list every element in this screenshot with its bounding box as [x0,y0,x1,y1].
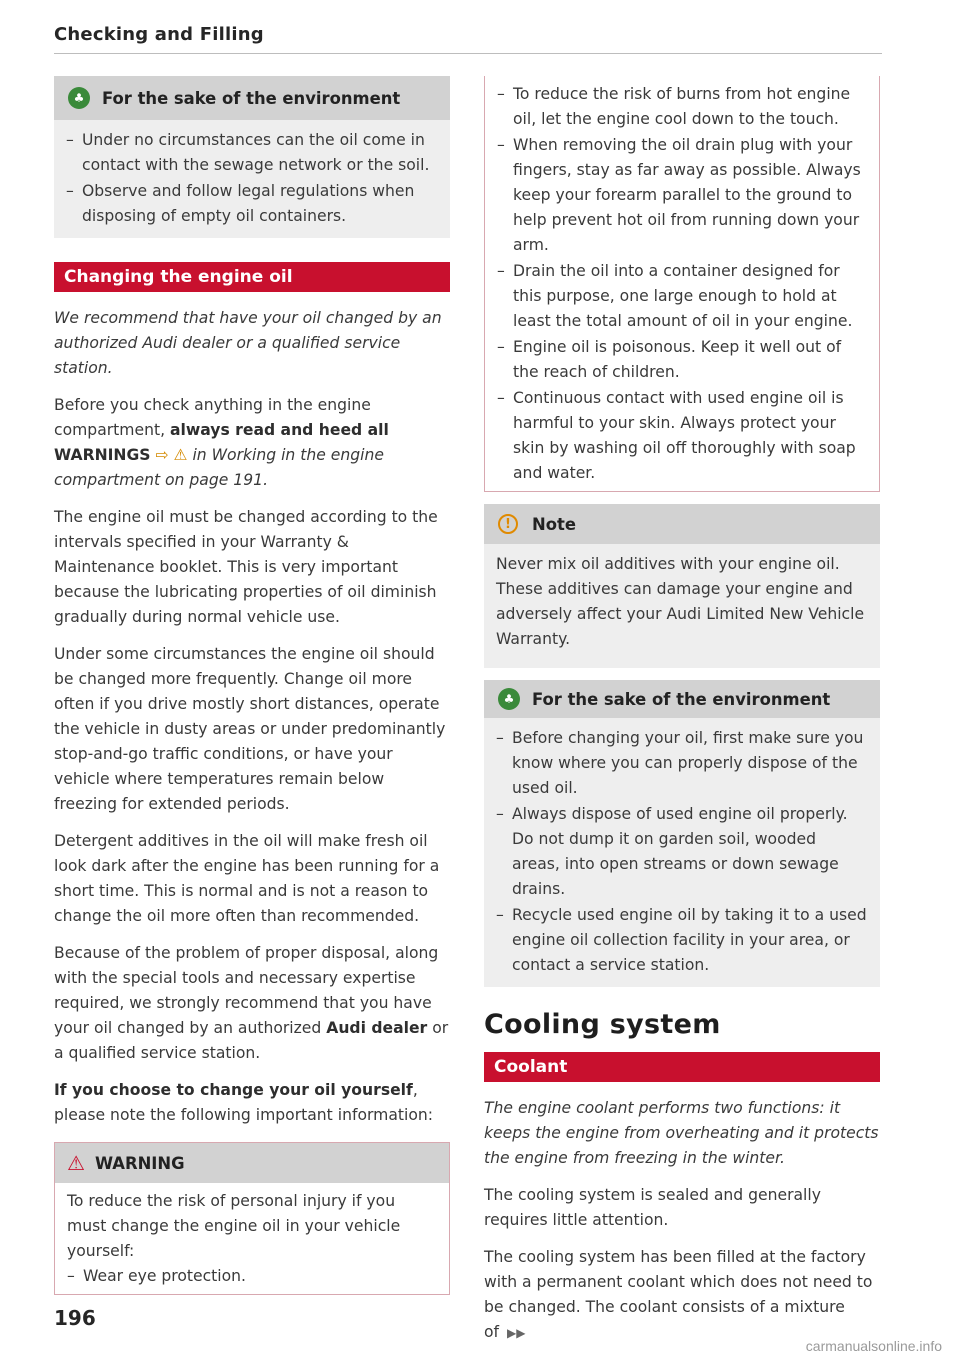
continue-arrow-icon: ▶▶ [507,1326,526,1340]
page-number: 196 [54,1306,96,1330]
paragraph: Before you check anything in the engine compartment, always read and heed all WARNINGS ⇨ ⚠ in Working in the engine compartment on page 191. [54,396,389,489]
list-item: – Recycle used engine oil by taking it to a used engine oil collection facility in your area, or contact a service station. [496,903,868,978]
sub-section-title-bar: Coolant [484,1052,880,1082]
list-item: – Drain the oil into a container designed for this purpose, one large enough to hold at least the total amount of oil in your engine. [497,259,867,334]
list-item: – Observe and follow legal regulations when disposing of empty oil containers. [66,179,438,229]
warning-continued-box [484,76,880,492]
intro-text: We recommend that have your oil changed by an authorized Audi dealer or a qualified service station. [54,309,442,377]
watermark: carmanualsonline.info [805,1338,942,1354]
list-item: – To reduce the risk of burns from hot engine oil, let the engine cool down to the touch. [497,82,867,132]
paragraph: The engine oil must be changed according to the intervals specified in your Warranty & Maintenance booklet. This is very important because the lubricating properties of oil diminish gradually during normal vehicle use. [54,508,438,626]
note-text: Never mix oil additives with your engine oil. These additives can damage your engine and adversely affect your Audi Limited New Vehicle Warranty. [496,555,865,648]
note-body [484,544,880,660]
paragraph: Because of the problem of proper disposal, along with the special tools and necessary expertise required, we strongly recommend that you have your oil changed by an authorized Audi dealer or a qualified service station. [54,944,449,1062]
paragraph: The cooling system is sealed and generally requires little attention. [484,1186,821,1229]
environment-box [54,76,450,238]
note-box [484,504,880,668]
left-column [54,76,450,1295]
warning-list [67,1264,437,1289]
environment-leaf-icon: ♣ [498,688,520,710]
list-item: – Engine oil is poisonous. Keep it well out of the reach of children. [497,335,867,385]
warning-title: ⚠ WARNING [55,1143,449,1183]
section-header: Checking and Filling [54,24,882,54]
list-item: – Under no circumstances can the oil come in contact with the sewage network or the soil. [66,128,438,178]
warning-body [55,1183,449,1294]
warning-triangle-icon: ⚠ [67,1151,85,1175]
note-title: ! Note [484,504,880,544]
paragraph: Under some circumstances the engine oil should be changed more frequently. Change oil more often if you drive mostly short distances, operate the vehicle in dusty areas or under predominantly stop-and-go traffic conditions, or have your vehicle where temperatures remain below freezing for extended periods. [54,645,446,813]
environment-list [484,718,880,978]
chapter-heading: Cooling system [484,1009,721,1040]
warning-reference-icon[interactable]: ⇨ ⚠ [150,446,193,464]
warning-text: To reduce the risk of personal injury if you must change the engine oil in your vehicle yourself: [67,1192,401,1260]
list-item: – Continuous contact with used engine oil is harmful to your skin. Always protect your skin by washing oil off thoroughly with soap and water. [497,386,867,486]
warning-continued-list [497,82,867,486]
environment-box-title: ♣ For the sake of the environment [484,680,880,718]
environment-box-title: ♣ For the sake of the environment [54,76,450,120]
section-title-bar: Changing the engine oil [54,262,450,292]
note-exclamation-icon: ! [498,514,518,534]
environment-leaf-icon: ♣ [68,87,90,109]
list-item: – Before changing your oil, first make sure you know where you can properly dispose of the used oil. [496,726,868,801]
list-item: – Always dispose of used engine oil properly. Do not dump it on garden soil, wooded areas, into open streams or down sewage drains. [496,802,868,902]
environment-box [484,680,880,987]
environment-list [54,120,450,229]
right-column [484,76,880,1358]
intro-text: The engine coolant performs two functions: it keeps the engine from overheating and it protects the engine from freezing in the winter. [484,1099,879,1167]
paragraph: Detergent additives in the oil will make fresh oil look dark after the engine has been running for a short time. This is normal and is not a reason to change the oil more often than recommended. [54,832,440,925]
paragraph: The cooling system has been filled at the factory with a permanent coolant which does not need to be changed. The coolant consists of a mixture of ▶▶ [484,1248,873,1341]
list-item: – Wear eye protection. [67,1264,437,1289]
paragraph: If you choose to change your oil yourself, please note the following important information: [54,1081,434,1124]
list-item: – When removing the oil drain plug with your fingers, stay as far away as possible. Always keep your forearm parallel to the ground to help prevent hot oil from running down your arm. [497,133,867,258]
cross-reference-link[interactable]: in Working in the engine compartment on page 191. [54,446,384,489]
warning-box [54,1142,450,1295]
